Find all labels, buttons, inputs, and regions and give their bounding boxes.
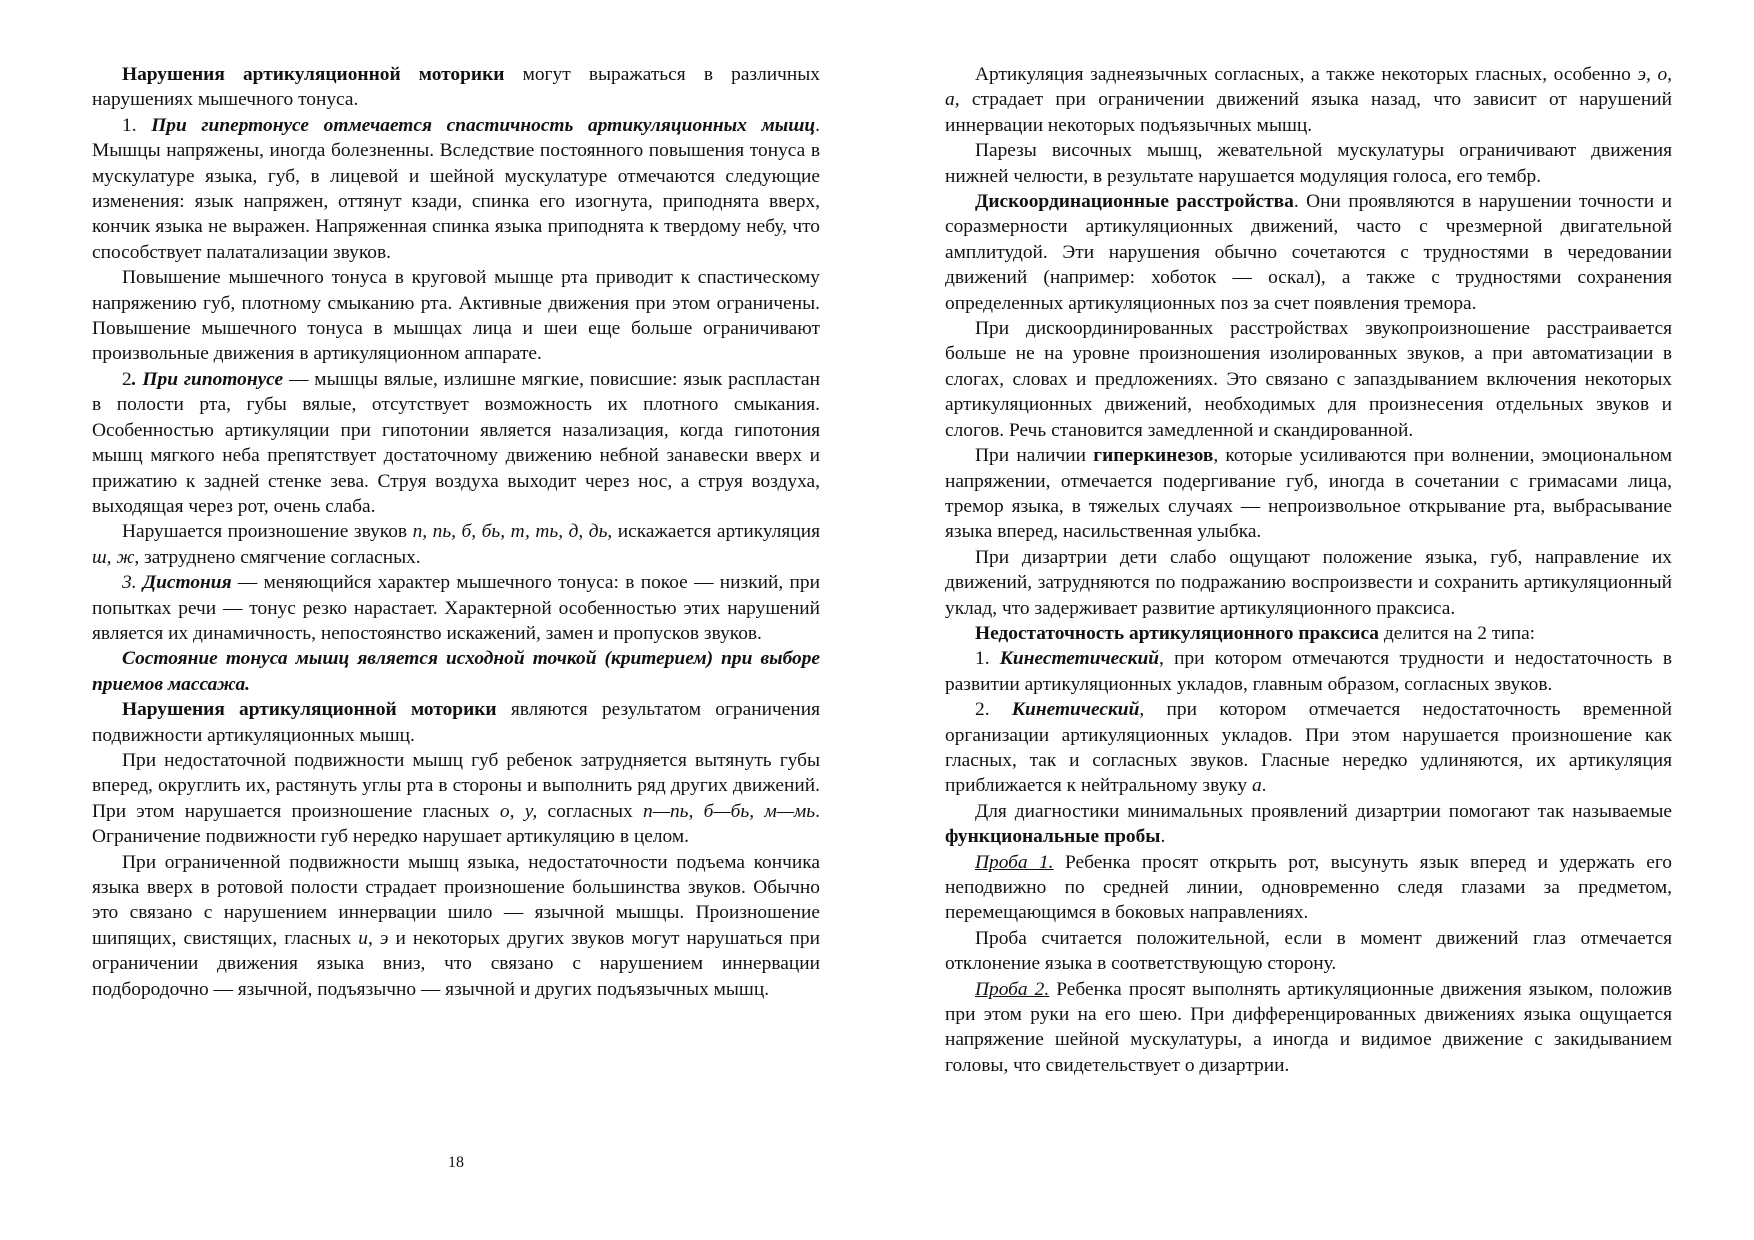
text-run: При недостаточной подвижности мышц губ ребенок затрудняется вытянуть губы вперед, округлить их, растянуть углы рта в стороны и выполнить ряд других движений. При этом нарушается произношение гласных [92, 749, 820, 822]
text-run: При дискоординированных расстройствах звукопроизношение расстраивается больше не на уровне произношения изолированных звуков, а при автоматизации в слогах, словах и предложениях. Это связано с запаздыванием включения некоторых артикуляционных движений, необходимых для произнесения отдельных звуков и слогов. Речь становится замедленной и скандированной. [945, 318, 1672, 441]
text-run: ш, ж [92, 546, 135, 568]
paragraph [92, 697, 820, 748]
text-run: . Мышцы напряжены, иногда болезненны. Вследствие постоянного повышения тонуса в мускулатуре языка, губ, в лицевой и шейной мускулатуре отмечаются следующие изменения: язык напряжен, оттянут кзади, спинка его изогнута, приподнята вверх, кончик языка не выражен. Напряженная спинка языка приподнята к твердому небу, что способствует палатализации звуков. [92, 114, 820, 263]
text-run: Проба 1. [975, 851, 1054, 873]
text-run: могут выражаться в различных нарушениях мышечного тонуса. [92, 64, 820, 111]
text-run: э, о, а, [945, 64, 1672, 111]
page-number: 18 [448, 1154, 464, 1171]
paragraph [92, 62, 820, 113]
text-run: функциональные пробы [945, 826, 1161, 848]
text-run: . Ограничение подвижности губ нередко нарушает артикуляцию в целом. [92, 800, 820, 848]
text-run: являются результатом ограничения подвижности артикуляционных мышц. [92, 699, 820, 746]
text-run: Проба считается положительной, если в момент движений глаз отмечается отклонение языка в соответствующую сторону. [945, 927, 1672, 975]
paragraph [92, 113, 820, 265]
text-run: и некоторых других звуков могут нарушаться при ограничении движения языка вниз, что связано с нарушением иннервации подбородочно — язычной, подъязычно — язычной и других подъязычных мышц. [92, 927, 820, 1000]
text-run: п—пь, б—бь, м—мь [643, 800, 816, 822]
text-run: , при котором отмечаются трудности и недостаточность в развитии артикуляционных укладов, главным образом, согласных звуков. [945, 648, 1672, 695]
text-run: Для диагностики минимальных проявлений дизартрии помогают так называемые [975, 800, 1672, 822]
paragraph [945, 621, 1672, 646]
text-run: Парезы височных мышц, жевательной мускулатуры ограничивают движения нижней челюсти, в результате нарушается модуляция голоса, его тембр. [945, 140, 1672, 187]
text-run: , затруднено смягчение согласных. [134, 546, 421, 568]
right-page [945, 62, 1672, 1078]
text-run: 2. [975, 699, 1012, 721]
text-run: , при котором отмечается недостаточность временной организации артикуляционных укладов. При этом нарушается произношение как гласных, так и согласных звуков. Гласные нередко удлиняются, их артикуляция приближается к нейтральному звуку [945, 699, 1673, 797]
text-run: 1. [122, 114, 152, 136]
paragraph [945, 316, 1672, 443]
paragraph [92, 265, 820, 367]
paragraph [92, 646, 820, 697]
paragraph [92, 748, 820, 850]
paragraph [92, 570, 820, 646]
paragraph [92, 367, 820, 519]
text-run: 3. [122, 572, 143, 594]
text-run: Нарушения артикуляционной моторики [122, 64, 505, 85]
paragraph [945, 189, 1672, 316]
text-run: Недостаточность артикуляционного праксиса [975, 622, 1380, 644]
text-run: Нарушения артикуляционной моторики [122, 699, 497, 721]
paragraph [945, 443, 1672, 545]
text-run: . [1261, 775, 1267, 797]
text-run: гиперкинезов [1093, 445, 1214, 467]
text-run: а [1251, 775, 1262, 797]
text-run: страдает при ограничении движений языка назад, что зависит от нарушений иннервации некоторых подъязычных мышц. [945, 89, 1672, 136]
paragraph [945, 697, 1672, 799]
text-run: о, у, [499, 800, 538, 822]
paragraph [92, 519, 820, 570]
text-run: , искажается артикуляция [607, 521, 820, 543]
text-run: — мышцы вялые, излишне мягкие, повисшие: язык распластан в полости рта, губы вялые, отсутствует возможность их плотного смыкания. Особенностью артикуляции при гипотонии является назализация, когда гипотония мышц мягкого неба препятствует достаточному движению небной занавески вверх и прижатию к задней стенке зева. Струя воздуха выходит через нос, а струя воздуха, выходящая через рот, очень слаба. [92, 368, 820, 517]
text-run: Ребенка просят выполнять артикуляционные движения языком, положив при этом руки на его шею. При дифференцированных движениях языка ощущается напряжение шейной мускулатуры, а иногда и видимое движение с закидыванием головы, что свидетельствует о дизартрии. [945, 978, 1672, 1076]
text-run: 1. [975, 648, 1000, 670]
paragraph [945, 977, 1672, 1079]
text-run: Артикуляция заднеязычных согласных, а также некоторых гласных, особенно [975, 64, 1638, 85]
paragraph [92, 850, 820, 1002]
text-run: . [1160, 826, 1166, 848]
text-run: — меняющийся характер мышечного тонуса: в покое — низкий, при попытках речи — тонус резко нарастает. Характерной особенностью этих нарушений является их динамичность, непостоянство искажений, замен и пропусков звуков. [92, 572, 821, 644]
paragraph [945, 799, 1672, 850]
text-run: п, пь, б, бь, т, ть, д, дь [412, 521, 608, 543]
text-run: Проба 2. [975, 978, 1050, 1000]
text-run: , которые усиливаются при волнении, эмоциональном напряжении, отмечается подергивание губ, иногда в сочетании с гримасами лица, тремор языка, в тяжелых случаях — непроизвольное открывание рта, выбрасывание языка вперед, насильственная улыбка. [945, 445, 1672, 543]
text-run: При наличии [975, 445, 1094, 467]
text-run: Нарушается произношение звуков [122, 521, 413, 543]
text-run: Кинестетический [999, 648, 1160, 670]
text-run: согласных [537, 800, 644, 822]
text-run: При ограниченной подвижности мышц языка, недостаточности подъема кончика языка вверх в ротовой полости страдает произношение большинства звуков. Обычно это связано с нарушением иннервации шило — язычной мышцы. Произношение шипящих, свистящих, гласных [92, 851, 820, 949]
paragraph [945, 545, 1672, 621]
text-run: Ребенка просят открыть рот, высунуть язык вперед и удержать его неподвижно по средней линии, одновременно следя глазами за предметом, перемещающимся в боковых направлениях. [945, 851, 1672, 924]
text-run: При гипертонусе отмечается спастичность артикуляционных мышц [151, 114, 816, 136]
text-run: . При гипотонусе [131, 368, 284, 390]
text-run: Дискоординационные расстройства [975, 191, 1294, 213]
text-run: и, э [358, 927, 389, 949]
paragraph [945, 138, 1672, 189]
text-run: Повышение мышечного тонуса в круговой мышце рта приводит к спастическому напряжению губ, плотному смыканию рта. Активные движения при этом ограничены. Повышение мышечного тонуса в мышцах лица и шеи еще больше ограничивают произвольные движения в артикуляционном аппарате. [92, 267, 820, 365]
paragraph [945, 850, 1672, 926]
paragraph [945, 926, 1672, 977]
text-run: Дистония [142, 572, 232, 594]
text-run: Кинетический [1011, 699, 1140, 721]
text-run: При дизартрии дети слабо ощущают положение языка, губ, направление их движений, затрудняются по подражанию воспроизвести и сохранить артикуляционный уклад, что задерживает развитие артикуляционного праксиса. [945, 546, 1672, 619]
text-run: делится на 2 типа: [1379, 622, 1536, 644]
paragraph [945, 62, 1672, 138]
left-page [92, 62, 820, 1002]
text-run: . Они проявляются в нарушении точности и соразмерности артикуляционных движений, часто с чрезмерной двигательной амплитудой. Эти нарушения обычно сочетаются с трудностями в чередовании движений (например: хоботок — оскал), а также с трудностями сохранения определенных артикуляционных поз за счет появления тремора. [945, 191, 1673, 314]
text-run: Состояние тонуса мышц является исходной точкой (критерием) при выборе приемов массажа. [92, 648, 820, 695]
text-run: 2 [122, 368, 132, 390]
paragraph [945, 646, 1672, 697]
